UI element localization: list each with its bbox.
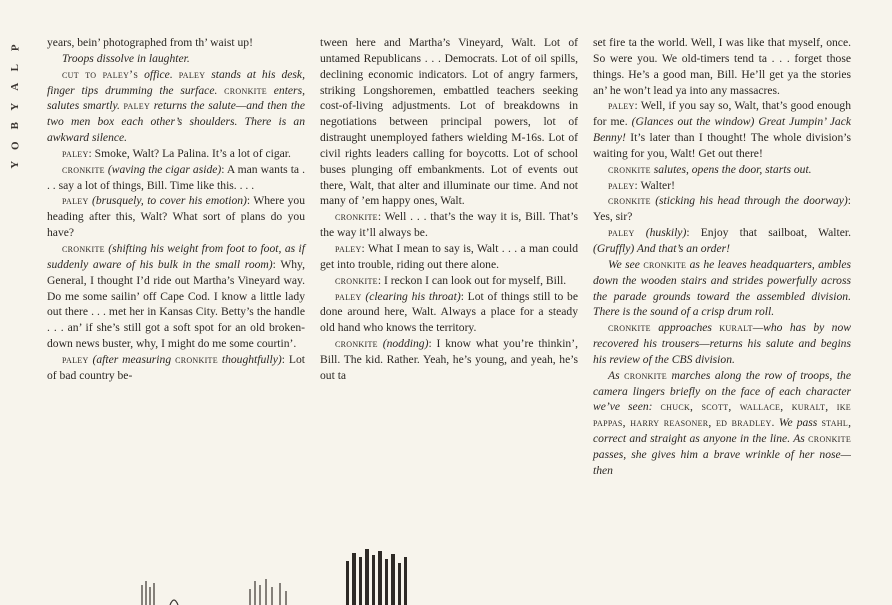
paragraph: cronkite (shifting his weight from foot to foot, as if suddenly aware of his bulk in the small room): Why, General, I thought I’d ride out Martha’s Vineyard way. Do me some sailin’ off Cape Cod. I know a little lady out there . . . met her in Kansas City. Betty’s the handle . . . an’ if she’s still got a soft spot for an old broken-down news buster, why, I might do me some courtin’. [47,241,305,351]
paragraph: Troops dissolve in laughter. [62,51,190,65]
paragraph: tween here and Martha’s Vineyard, Walt. Lot of untamed Republicans . . . Democrats. Lot of oil spills, declining economic indicators. Lot of angry farmers, striking Longshoremen, embattled teachers seeking cost-of-living adjustments. Lot of breakdowns in negotiations between principal powers, lot of distraught unemployed fathers wielding M-16s. Lot of civil rights leaders calling for boycotts. Lot of school buses plunging off embankments. Lot of events out there, Walt, that alter and illuminate our time. And not many of ’em happy ones, Walt. [320,36,578,208]
paragraph: paley: What I mean to say is, Walt . . . a man could get into trouble, riding out there alone. [320,241,578,271]
paragraph: paley (clearing his throat): Lot of things still to be done around here, Walt. Always a place for a steady old hand who knows the territory. [320,289,578,335]
text-column-3 [593,35,851,479]
paragraph: cronkite approaches kuralt—who has by now recovered his trousers—returns his salute and begins his review of the CBS division. [593,321,851,366]
paragraph: We see cronkite as he leaves headquarters, ambles down the wooden stairs and strides powerfully across the parade grounds toward the assembled division. There is the sound of a crisp drum roll. [593,257,851,319]
text-column-2 [320,35,578,384]
paragraph: cronkite (nodding): I know what you’re thinkin’, Bill. The kid. Rather. Yeah, he’s young, and yeah, he’s out ta [320,337,578,382]
sidebar-letter: Y [9,160,22,169]
sidebar-letter: B [9,122,22,130]
text-column-1 [47,35,305,384]
sidebar-letter: O [9,140,22,150]
paragraph: cronkite (waving the cigar aside): A man wants ta . . . say a lot of things, Bill. Time like this. . . . [47,162,305,192]
paragraph: cronkite salutes, opens the door, starts out. [608,162,812,176]
sidebar-letter: Y [9,102,22,111]
paragraph: set fire ta the world. Well, I was like that myself, once. So were you. We old-timers tend ta . . . forget those things. He’s a good man, Bill. He’ll get ya the stories an’ he won’t lead ya into any massacres. [593,36,851,97]
paragraph: As cronkite marches along the row of troops, the camera lingers briefly on the face of each character we’ve seen: chuck, scott, wallace, kuralt, ike pappas, harry reasoner, ed bradley. We pass stahl, correct and straight as anyone in the line. As cronkite passes, she gives him a brave wrinkle of her nose—then [593,368,852,477]
paragraph: cronkite: Well . . . that’s the way it is, Bill. That’s the way it’ll always be. [320,210,578,240]
paragraph: paley (brusquely, to cover his emotion): Where you heading after this, Walt? What sort of plans do you have? [47,194,305,240]
illustration-fragment-left [130,575,305,605]
sidebar-letter: L [9,63,22,71]
paragraph: years, bein’ photographed from th’ waist up! [47,36,253,49]
paragraph: cronkite (sticking his head through the doorway): Yes, sir? [593,194,851,224]
paragraph: paley (huskily): Enjoy that sailboat, Walter. (Gruffly) And that’s an order! [593,226,851,255]
paragraph: cut to paley’s office. paley stands at his desk, finger tips drumming the surface. cronkite enters, salutes smartly. paley returns the salute—and then the two men box each other’s shoulders. There is an awkward silence. [47,67,305,145]
paragraph: paley: Well, if you say so, Walt, that’s good enough for me. (Glances out the window) Great Jumpin’ Jack Benny! It’s later than I thought! The whole division’s waiting for you, Walt! Get out there! [593,99,851,160]
illustration-fragment-center [340,545,420,605]
paragraph: paley: Walter! [608,178,675,192]
paragraph: paley (after measuring cronkite thoughtfully): Lot of bad country be- [47,352,305,382]
paragraph: cronkite: I reckon I can look out for myself, Bill. [335,273,567,287]
sidebar-letter: P [9,44,22,52]
sidebar-letter: A [9,82,22,91]
paragraph: paley: Smoke, Walt? La Palina. It’s a lot of cigar. [62,146,291,160]
magazine-sidebar-title [8,38,24,175]
